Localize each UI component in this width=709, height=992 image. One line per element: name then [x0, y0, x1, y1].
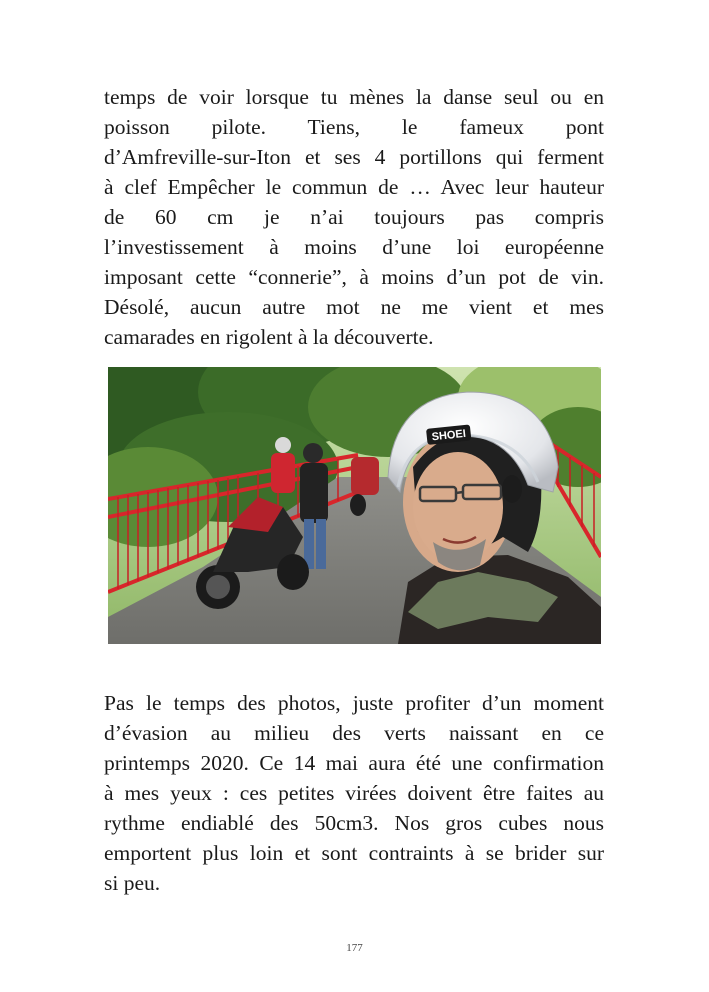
text-line: imposant cette “connerie”, à moins d’un pot de vin.	[104, 265, 604, 289]
text-line: Pas le temps des photos, juste profiter d’un moment	[104, 691, 604, 715]
helmet-brand-text: SHOEI	[431, 427, 467, 444]
text-line: emportent plus loin et sont contraints à se brider sur	[104, 841, 604, 865]
text-line: rythme endiablé des 50cm3. Nos gros cubes nous	[104, 811, 604, 835]
paragraph-1	[104, 82, 604, 352]
text-line: d’Amfreville-sur-Iton et ses 4 portillons qui ferment	[104, 145, 604, 169]
bridge-selfie-photo	[108, 367, 601, 644]
text-line: Désolé, aucun autre mot ne me vient et mes	[104, 295, 604, 319]
paragraph-2	[104, 688, 604, 898]
page-number: 177	[346, 942, 363, 954]
text-line: poisson pilote. Tiens, le fameux pont	[104, 115, 604, 139]
text-line: l’investissement à moins d’une loi européenne	[104, 235, 604, 259]
text-line: à clef Empêcher le commun de … Avec leur hauteur	[104, 175, 604, 199]
text-line: si peu.	[104, 871, 161, 895]
text-line: de 60 cm je n’ai toujours pas compris	[104, 205, 604, 229]
text-line: d’évasion au milieu des verts naissant en ce	[104, 721, 604, 745]
text-line: temps de voir lorsque tu mènes la danse seul ou en	[104, 85, 604, 109]
text-line: à mes yeux : ces petites virées doivent être faites au	[104, 781, 604, 805]
text-line: printemps 2020. Ce 14 mai aura été une confirmation	[104, 751, 604, 775]
text-line: camarades en rigolent à la découverte.	[104, 325, 434, 349]
